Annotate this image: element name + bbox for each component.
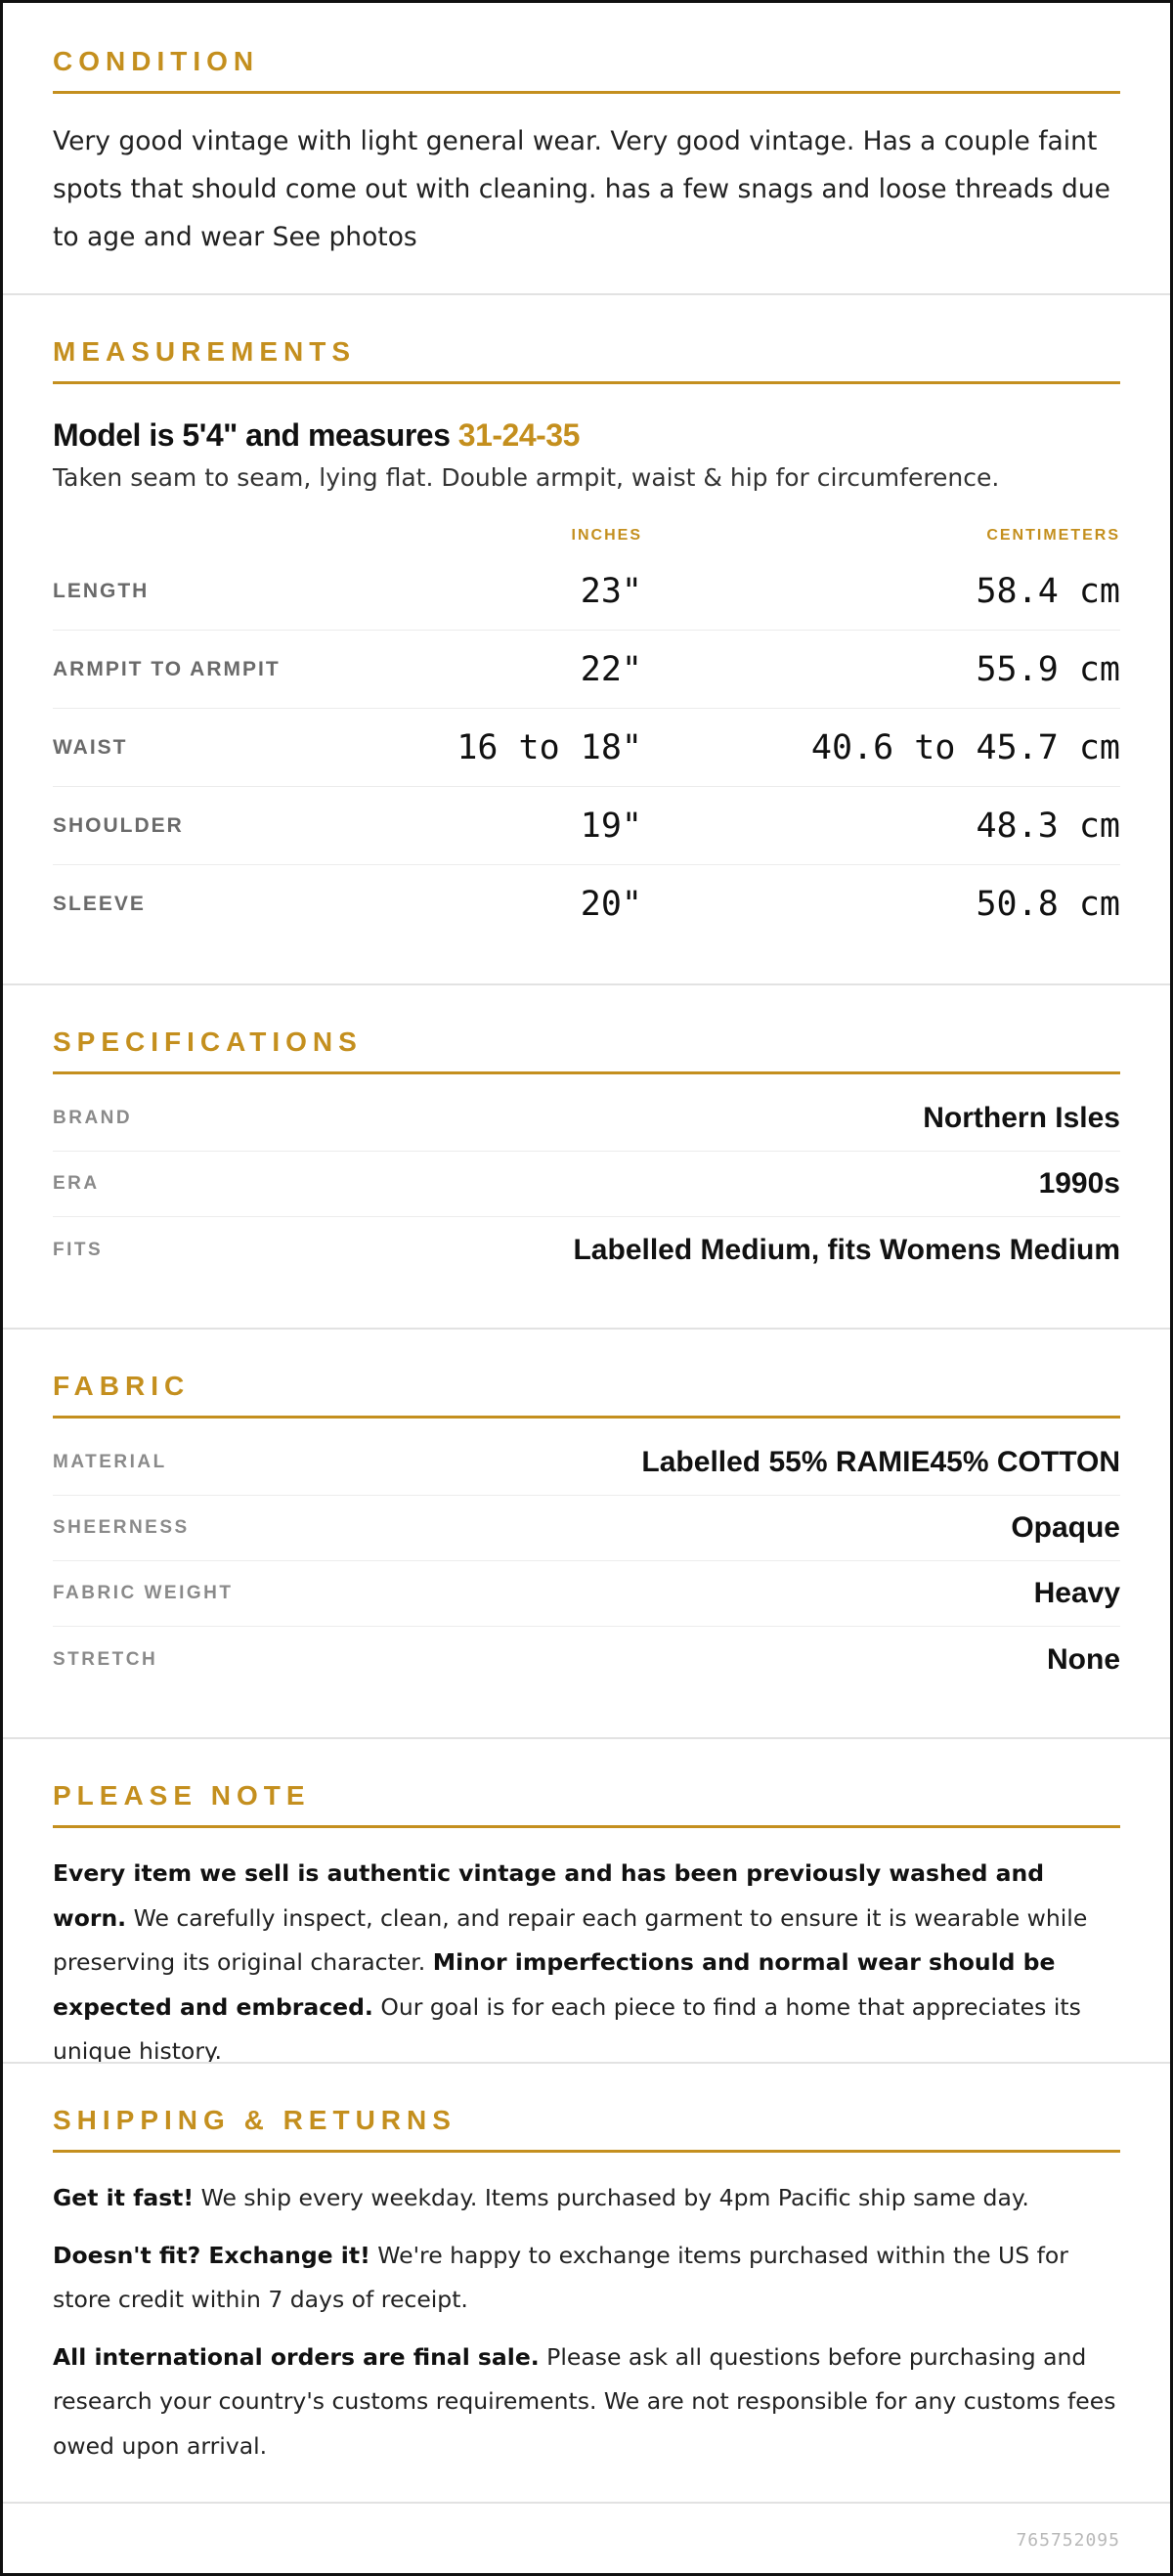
- fabric-title: FABRIC: [53, 1371, 1120, 1419]
- measurement-row-waist: [53, 709, 1120, 787]
- inches-header: INCHES: [571, 527, 642, 544]
- measurement-cm: 55.9 cm: [976, 649, 1120, 689]
- measurements-table: [53, 519, 1120, 943]
- fabric-label: MATERIAL: [53, 1452, 167, 1472]
- measurements-section: [3, 293, 1170, 983]
- spec-label: FITS: [53, 1239, 104, 1260]
- measurement-row-sleeve: [53, 865, 1120, 943]
- spec-label: ERA: [53, 1173, 100, 1194]
- shipping-bold: Get it fast!: [53, 2184, 195, 2211]
- measurement-label: SHOULDER: [53, 813, 184, 837]
- measurement-row-shoulder: [53, 787, 1120, 865]
- shipping-bold: All international orders are final sale.: [53, 2342, 540, 2371]
- measurement-inches: 20": [580, 885, 642, 924]
- shipping-paragraph-international: [53, 2336, 1120, 2469]
- measurement-row-length: [53, 552, 1120, 631]
- measurement-inches: 23": [580, 571, 642, 611]
- fabric-label: SHEERNESS: [53, 1517, 190, 1538]
- shipping-text: Please ask all questions before purchasing and research your country's customs requirements. We are not responsible for any customs fees owed upon arrival.: [53, 2342, 1116, 2460]
- fabric-row-weight: [53, 1561, 1120, 1627]
- shipping-text: We're happy to exchange items purchased within the US for store credit within 7 days of receipt.: [53, 2241, 1068, 2313]
- measurement-cm: 48.3 cm: [976, 806, 1120, 846]
- fabric-value: Opaque: [1011, 1511, 1120, 1544]
- spec-value: Northern Isles: [923, 1102, 1120, 1134]
- spec-row-era: [53, 1152, 1120, 1217]
- spec-value: 1990s: [1038, 1167, 1120, 1200]
- fabric-label: STRETCH: [53, 1648, 158, 1670]
- model-prefix: Model is 5'4" and measures: [53, 417, 451, 453]
- fabric-list: [53, 1430, 1120, 1692]
- fabric-row-stretch: [53, 1627, 1120, 1692]
- please-note-title: PLEASE NOTE: [53, 1780, 1120, 1828]
- please-note-text: [53, 1852, 1120, 2074]
- model-measures-value: 31-24-35: [457, 417, 580, 453]
- spec-label: BRAND: [53, 1108, 133, 1128]
- note-text-2: Our goal is for each piece to find a home that appreciates its unique history.: [53, 1992, 1081, 2065]
- measurement-cm: 40.6 to 45.7 cm: [810, 727, 1120, 767]
- note-bold-2: Minor imperfections and normal wear should be expected and embraced.: [53, 1948, 1056, 2021]
- condition-text: Very good vintage with light general wear. Very good vintage. Has a couple faint spots that should come out with cleaning. has a few snags and loose threads due to age and wear See photos: [53, 126, 1110, 252]
- measurement-label: WAIST: [53, 735, 128, 759]
- specifications-title: SPECIFICATIONS: [53, 1026, 1120, 1074]
- specifications-section: [3, 983, 1170, 1328]
- measurements-header: [53, 519, 1120, 552]
- fabric-label: FABRIC WEIGHT: [53, 1583, 234, 1603]
- fabric-row-sheerness: [53, 1496, 1120, 1561]
- note-text-1: We carefully inspect, clean, and repair each garment to ensure it is wearable while preserving its original character.: [53, 1903, 1088, 1976]
- shipping-paragraph-exchange: [53, 2234, 1120, 2323]
- measurement-inches: 16 to 18": [456, 727, 642, 767]
- specifications-list: [53, 1086, 1120, 1283]
- fabric-section: [3, 1328, 1170, 1737]
- fabric-value: Heavy: [1033, 1577, 1120, 1609]
- measurement-inches: 19": [580, 806, 642, 846]
- centimeters-header: CENTIMETERS: [986, 527, 1120, 544]
- fabric-value: Labelled 55% RAMIE45% COTTON: [641, 1446, 1120, 1478]
- measurement-note: Taken seam to seam, lying flat. Double armpit, waist & hip for circumference.: [53, 463, 1000, 492]
- measurement-label: SLEEVE: [53, 893, 146, 915]
- shipping-text: We ship every weekday. Items purchased by 4pm Pacific ship same day.: [194, 2184, 1029, 2211]
- measurement-label: ARMPIT TO ARMPIT: [53, 657, 281, 680]
- spec-row-fits: [53, 1217, 1120, 1283]
- spec-value: Labelled Medium, fits Womens Medium: [573, 1233, 1120, 1266]
- fabric-value: None: [1047, 1642, 1120, 1676]
- measurement-cm: 58.4 cm: [976, 571, 1120, 611]
- measurements-title: MEASUREMENTS: [53, 336, 1120, 384]
- spec-row-brand: [53, 1086, 1120, 1152]
- sku-number: 765752095: [1016, 2529, 1120, 2551]
- measurement-cm: 50.8 cm: [976, 885, 1120, 924]
- measurement-label: LENGTH: [53, 579, 150, 602]
- shipping-paragraph-fast: [53, 2176, 1120, 2221]
- please-note-section: [3, 1737, 1170, 2065]
- shipping-section: [3, 2062, 1170, 2502]
- measurement-inches: 22": [580, 649, 642, 689]
- note-bold-1: Every item we sell is authentic vintage and has been previously washed and worn.: [53, 1859, 1045, 1932]
- condition-section: [3, 3, 1170, 293]
- shipping-bold: Doesn't fit? Exchange it!: [53, 2241, 370, 2269]
- model-measurements: [53, 417, 1120, 454]
- measurement-row-armpit: [53, 631, 1120, 709]
- fabric-row-material: [53, 1430, 1120, 1496]
- condition-title: CONDITION: [53, 46, 1120, 94]
- shipping-title: SHIPPING & RETURNS: [53, 2105, 1120, 2153]
- footer: [3, 2502, 1170, 2576]
